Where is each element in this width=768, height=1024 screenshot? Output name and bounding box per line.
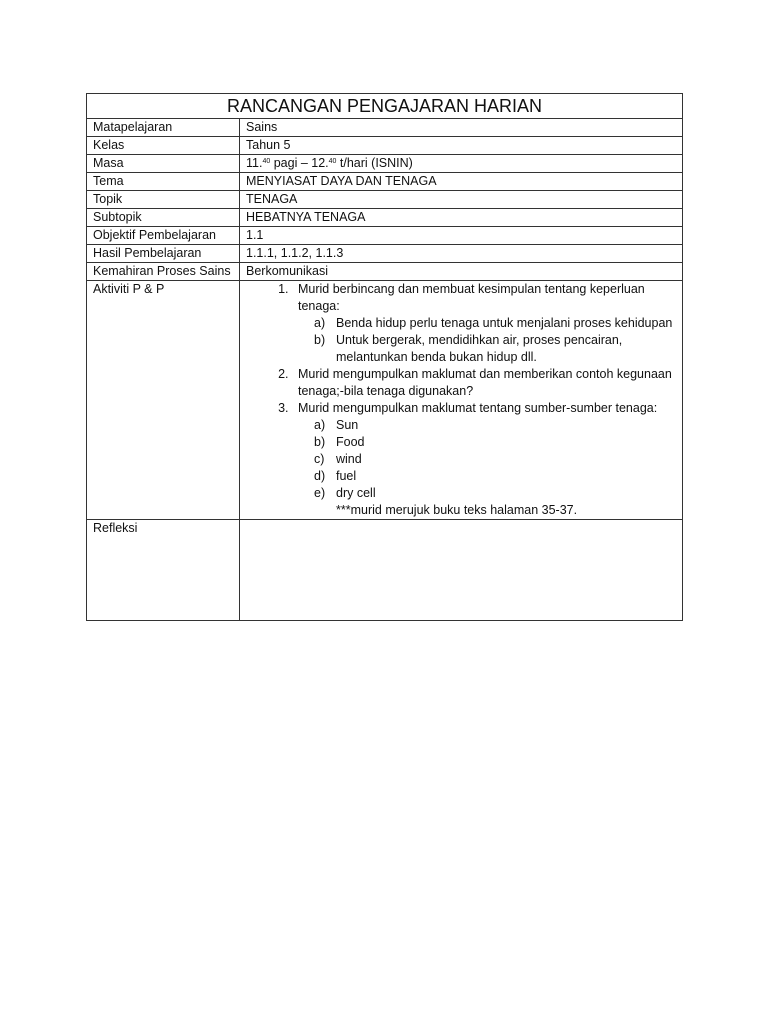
row-value-topic: TENAGA: [240, 191, 683, 209]
activity-item: [292, 366, 676, 400]
time-superscript-start: 40: [262, 158, 271, 165]
activity-item-text: Murid mengumpulkan maklumat dan memberikan contoh kegunaan tenaga;-bila tenaga digunakan?: [298, 367, 672, 398]
subitem-text: Benda hidup perlu tenaga untuk menjalani proses kehidupan: [336, 316, 673, 330]
row-value-class: Tahun 5: [240, 137, 683, 155]
subitem-marker: d): [314, 469, 326, 483]
table-row: [87, 281, 683, 520]
table-row: [87, 263, 683, 281]
subitem-text: Food: [336, 435, 365, 449]
activity-list: [246, 281, 676, 519]
table-row: [87, 245, 683, 263]
row-value-time: [240, 155, 683, 173]
table-row: [87, 191, 683, 209]
table-row: [87, 137, 683, 155]
activity-subitem: [314, 434, 676, 451]
row-label-class: Kelas: [87, 137, 240, 155]
subitem-text: dry cell: [336, 486, 376, 500]
subitem-marker: a): [314, 418, 326, 432]
subitem-marker: a): [314, 316, 326, 330]
row-value-skills: Berkomunikasi: [240, 263, 683, 281]
row-label-subject: Matapelajaran: [87, 119, 240, 137]
activity-subitem: [314, 468, 676, 485]
row-value-subject: Sains: [240, 119, 683, 137]
table-row: [87, 155, 683, 173]
table-row: [87, 173, 683, 191]
row-value-theme: MENYIASAT DAYA DAN TENAGA: [240, 173, 683, 191]
row-label-subtopic: Subtopik: [87, 209, 240, 227]
row-label-objective: Objektif Pembelajaran: [87, 227, 240, 245]
row-label-activity: Aktiviti P & P: [87, 281, 240, 520]
activity-subitem: [314, 451, 676, 468]
row-label-time: Masa: [87, 155, 240, 173]
row-value-outcomes: 1.1.1, 1.1.2, 1.1.3: [240, 245, 683, 263]
row-value-reflection: [240, 520, 683, 621]
subitem-text: Sun: [336, 418, 359, 432]
row-label-topic: Topik: [87, 191, 240, 209]
time-mid: pagi – 12.: [270, 156, 329, 170]
time-start: 11.: [246, 156, 263, 170]
subitem-text: fuel: [336, 469, 357, 483]
time-superscript-end: 40: [328, 158, 337, 165]
activity-subitem: [314, 315, 676, 332]
table-row: [87, 227, 683, 245]
activity-item-text: Murid mengumpulkan maklumat tentang sumber-sumber tenaga:: [298, 401, 658, 415]
row-label-reflection: Refleksi: [87, 520, 240, 621]
row-label-skills: Kemahiran Proses Sains: [87, 263, 240, 281]
subitem-marker: c): [314, 452, 325, 466]
activity-item: [292, 400, 676, 519]
subitem-marker: e): [314, 486, 326, 500]
activity-content: [240, 281, 683, 520]
subitem-marker: b): [314, 333, 326, 347]
document-title: RANCANGAN PENGAJARAN HARIAN: [87, 94, 683, 119]
row-value-objective: 1.1: [240, 227, 683, 245]
activity-sublist: [298, 417, 676, 502]
activity-item: [292, 281, 676, 366]
subitem-marker: b): [314, 435, 326, 449]
activity-subitem: [314, 332, 676, 366]
table-row: [87, 520, 683, 621]
activity-subitem: [314, 417, 676, 434]
textbook-note: ***murid merujuk buku teks halaman 35-37.: [336, 503, 578, 517]
time-end: t/hari (ISNIN): [336, 156, 413, 170]
table-row: [87, 209, 683, 227]
table-row: [87, 119, 683, 137]
activity-item-text: Murid berbincang dan membuat kesimpulan tentang keperluan tenaga:: [298, 282, 645, 313]
row-label-outcomes: Hasil Pembelajaran: [87, 245, 240, 263]
subitem-text: wind: [336, 452, 362, 466]
activity-sublist: [298, 315, 676, 366]
row-label-theme: Tema: [87, 173, 240, 191]
lesson-plan-table: [86, 93, 683, 621]
activity-subitem: [314, 485, 676, 502]
subitem-text: Untuk bergerak, mendidihkan air, proses pencairan, melantunkan benda bukan hidup dll.: [336, 333, 623, 364]
row-value-subtopic: HEBATNYA TENAGA: [240, 209, 683, 227]
